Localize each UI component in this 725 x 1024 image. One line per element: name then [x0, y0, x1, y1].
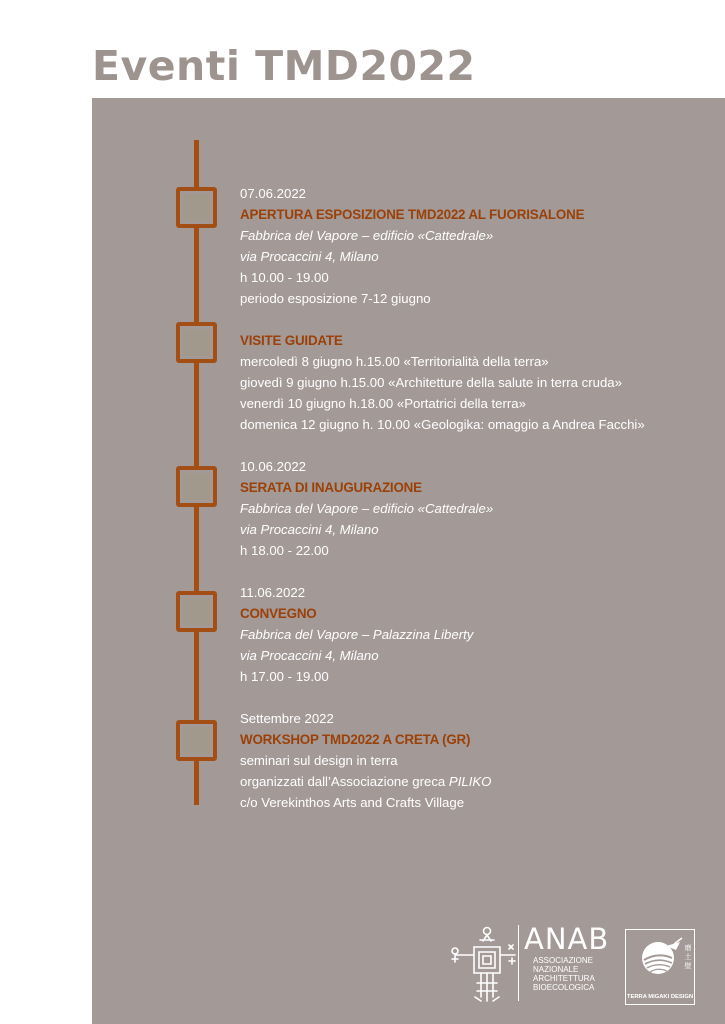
organizer-name: PILIKO: [448, 774, 492, 789]
terra-name: TERRA MIGAKI DESIGN: [626, 994, 694, 1000]
tour-item: giovedì 9 giugno h.15.00 «Architetture della salute in terra cruda»: [240, 375, 622, 390]
event-date: Settembre 2022: [240, 711, 334, 726]
event-venue: Fabbrica del Vapore – Palazzina Liberty: [240, 627, 474, 642]
timeline-marker-2: [176, 322, 217, 363]
event-date: 11.06.2022: [240, 585, 306, 600]
event-hours: h 17.00 - 19.00: [240, 669, 329, 684]
tour-item: domenica 12 giugno h. 10.00 «Geologika: omaggio a Andrea Facchi»: [240, 417, 645, 432]
anab-subtitle-line: ARCHITETTURA: [533, 974, 595, 983]
timeline-marker-4: [176, 591, 217, 632]
event-opening: [240, 183, 584, 309]
event-hours: h 18.00 - 22.00: [240, 543, 329, 558]
event-organizer: [240, 771, 491, 792]
logo-divider: [518, 925, 519, 1001]
terra-emblem-icon: [636, 936, 684, 980]
event-hours: h 10.00 - 19.00: [240, 270, 329, 285]
tour-item: venerdì 10 giugno h.18.00 «Portatrici della terra»: [240, 396, 526, 411]
event-address: via Procaccini 4, Milano: [240, 249, 379, 264]
event-title: SERATA DI INAUGURAZIONE: [240, 480, 422, 495]
event-conference: [240, 582, 473, 687]
event-title: CONVEGNO: [240, 606, 317, 621]
timeline-marker-3: [176, 466, 217, 507]
event-description: seminari sul design in terra: [240, 753, 398, 768]
terra-migaki-logo: [625, 929, 695, 1005]
timeline-marker-5: [176, 720, 217, 761]
anab-subtitle-line: NAZIONALE: [533, 965, 579, 974]
anab-subtitle-line: BIOECOLOGICA: [533, 983, 595, 992]
event-inauguration: [240, 456, 493, 561]
event-title: WORKSHOP TMD2022 A CRETA (GR): [240, 732, 471, 747]
event-location: c/o Verekinthos Arts and Crafts Village: [240, 795, 465, 810]
event-title: APERTURA ESPOSIZIONE TMD2022 AL FUORISALONE: [240, 207, 585, 222]
event-title: VISITE GUIDATE: [240, 333, 343, 348]
event-address: via Procaccini 4, Milano: [240, 522, 379, 537]
event-date: 07.06.2022: [240, 186, 307, 201]
timeline-marker-1: [176, 187, 217, 228]
event-guided-tours: [240, 330, 645, 435]
anab-subtitle: [533, 956, 595, 992]
event-venue: Fabbrica del Vapore – edificio «Cattedrale»: [240, 501, 494, 516]
event-venue: Fabbrica del Vapore – edificio «Cattedrale»: [240, 228, 494, 243]
organizer-text: organizzati dall’Associazione greca: [240, 774, 449, 789]
page-title: Eventi TMD2022: [92, 42, 476, 90]
terra-vertical-text: 磨 土 壁: [684, 944, 691, 969]
anab-subtitle-line: ASSOCIAZIONE: [533, 956, 594, 965]
event-address: via Procaccini 4, Milano: [240, 648, 379, 663]
tour-item: mercoledì 8 giugno h.15.00 «Territorialità della terra»: [240, 354, 549, 369]
event-workshop: [240, 708, 491, 813]
anab-name: ANAB: [524, 922, 610, 956]
event-date: 10.06.2022: [240, 459, 307, 474]
event-period: periodo esposizione 7-12 giugno: [240, 291, 431, 306]
anab-logo-icon: [447, 925, 519, 1003]
